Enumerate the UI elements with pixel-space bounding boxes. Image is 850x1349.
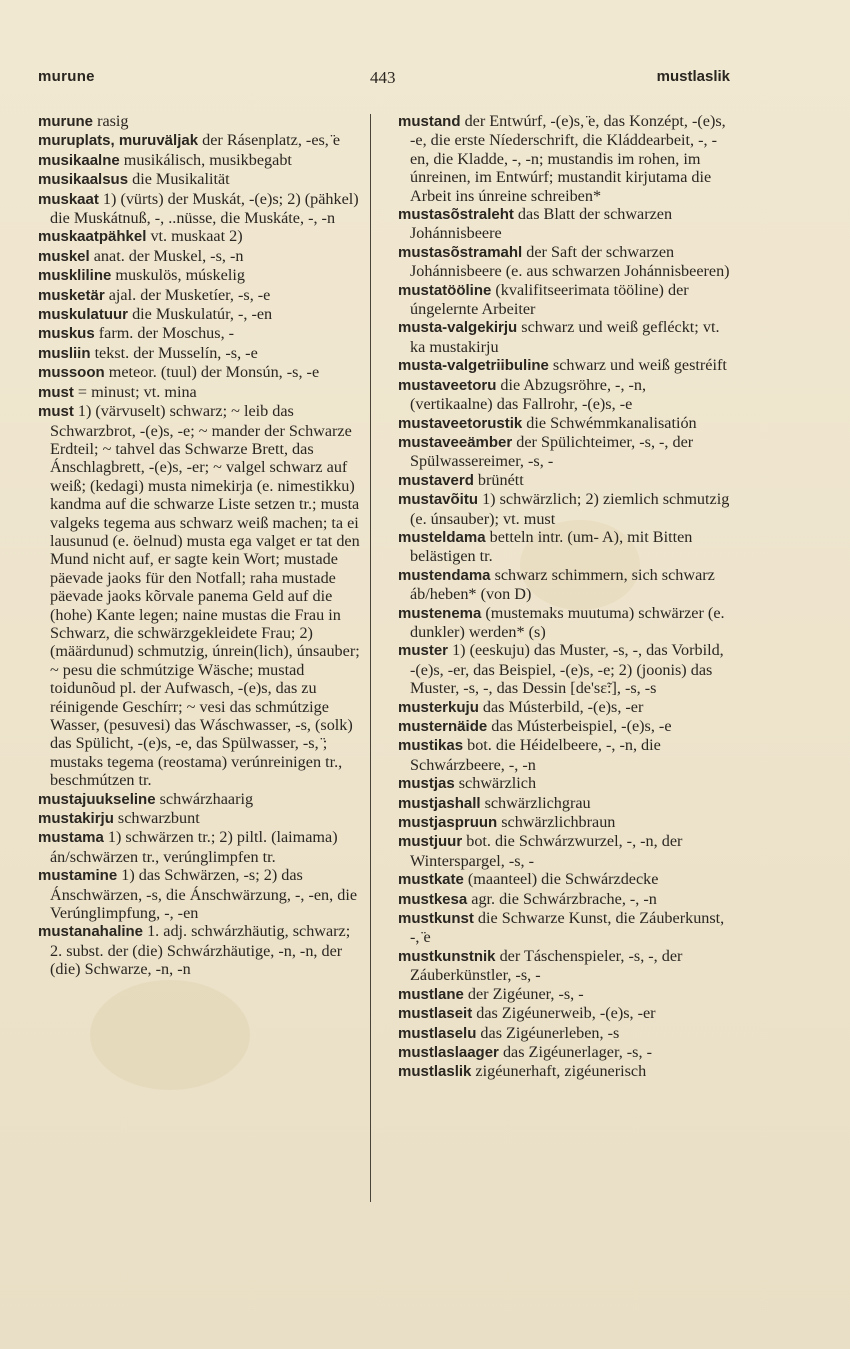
entry-headword: mustlane bbox=[398, 985, 464, 1003]
entry-headword: muskulatuur bbox=[38, 306, 129, 324]
dictionary-entry bbox=[38, 131, 364, 150]
entry-headword: muster bbox=[398, 642, 449, 660]
entry-definition: die Schwémmkanalisatión bbox=[522, 413, 697, 432]
entry-definition: das Zigéunerlager, -s, - bbox=[498, 1042, 652, 1061]
entry-definition: muskulös, múskelig bbox=[111, 266, 245, 285]
entry-headword: mustaveetoru bbox=[398, 376, 497, 394]
entry-headword: mustjuur bbox=[398, 833, 463, 851]
entry-headword: muskaat bbox=[38, 190, 99, 208]
dictionary-entry bbox=[38, 344, 364, 363]
entry-headword: musikaalsus bbox=[38, 171, 129, 189]
paper-stain bbox=[90, 980, 250, 1090]
entry-headword: mustenema bbox=[398, 604, 482, 622]
entry-definition: 1) (vürts) der Muskát, -(e)s; 2) (pähkel) die Muskátnuß, -, ..nüsse, die Muskáte, -, -n bbox=[50, 189, 359, 228]
entry-headword: musta-valgekirju bbox=[398, 319, 518, 337]
dictionary-entry bbox=[398, 281, 730, 319]
dictionary-entry bbox=[38, 305, 364, 324]
entry-definition: schwärzlichgrau bbox=[480, 793, 591, 812]
entry-headword: mustama bbox=[38, 829, 104, 847]
entry-definition: das Músterbeispiel, -(e)s, -e bbox=[487, 717, 672, 735]
entry-definition: die Schwarze Kunst, die Záuberkunst, -, ̈e bbox=[410, 909, 725, 947]
entry-definition: 1) das Schwärzen, -s; 2) das Ánschwärzen, -s, die Ánschwärzung, -, -en, die Verúnglimpfung, -, -en bbox=[50, 866, 358, 923]
dictionary-entry bbox=[398, 376, 730, 414]
guide-word-right: mustlaslik bbox=[656, 68, 730, 85]
entry-headword: mustjashall bbox=[398, 794, 481, 812]
entry-headword: muskel bbox=[38, 247, 90, 265]
dictionary-entry bbox=[398, 471, 730, 490]
dictionary-entry bbox=[38, 190, 364, 228]
left-column bbox=[38, 112, 364, 979]
entry-definition: brünétt bbox=[473, 470, 524, 489]
dictionary-entry bbox=[398, 566, 730, 604]
entry-headword: mussoon bbox=[38, 364, 105, 382]
entry-definition: schwarz und weiß gefléckt; vt. ka mustakirju bbox=[410, 318, 720, 356]
dictionary-entry bbox=[398, 414, 730, 433]
dictionary-entry bbox=[398, 433, 730, 471]
entry-headword: mustlaselu bbox=[398, 1024, 477, 1042]
dictionary-entry bbox=[398, 205, 730, 243]
dictionary-entry bbox=[398, 909, 730, 947]
entry-headword: mustjaspruun bbox=[398, 814, 498, 832]
entry-definition: schwarz schimmern, sich schwarz áb/heben* (von D) bbox=[410, 565, 715, 604]
dictionary-entry bbox=[38, 383, 364, 402]
entry-headword: mustaverd bbox=[398, 471, 474, 489]
entry-headword: mustjas bbox=[398, 775, 455, 793]
entry-headword: murune bbox=[38, 113, 94, 130]
dictionary-entry bbox=[398, 356, 730, 375]
dictionary-entry bbox=[38, 247, 364, 266]
entry-headword: musta-valgetriibuline bbox=[398, 357, 549, 375]
entry-headword: mustikas bbox=[398, 737, 464, 755]
entry-definition: musikálisch, musikbegabt bbox=[119, 150, 292, 169]
entry-headword: musteldama bbox=[398, 528, 486, 546]
entry-definition: farm. der Moschus, - bbox=[94, 324, 235, 343]
entry-definition: schwarz und weiß gestréift bbox=[548, 356, 727, 375]
entry-headword: mustamine bbox=[38, 867, 118, 885]
entry-definition: das Blatt der schwarzen Johánnisbeere bbox=[410, 205, 673, 243]
entry-definition: die Musikalität bbox=[128, 170, 230, 189]
dictionary-entry bbox=[38, 170, 364, 189]
dictionary-entry bbox=[38, 922, 364, 978]
dictionary-entry bbox=[398, 1043, 730, 1062]
entry-headword: mustendama bbox=[398, 566, 491, 584]
entry-definition: tekst. der Musselín, -s, -e bbox=[90, 343, 258, 362]
entry-definition: 1) (värvuselt) schwarz; ~ leib das Schwarzbrot, -(e)s, -e; ~ mander der Schwarze Erdteil; ~ tahvel das Schwarze Brett, das Ánschlagbrett, -(e)s, -er; ~ valgel schwarz auf weiß; (kedagi) musta nimekirja (e. nimestikku) kandma auf die schwarze Liste setzen tr.; musta valgeks tegema aus schwarz weiß machen; ta ei lausunud (e. öelnud) musta ega valget er tat den Mund nicht auf, er sagte kein Wort; mustade päevade jaoks für den Notfall; raha mustade päevade jaoks kõrvale panema Geld auf die (hohe) Kante legen; naine mustas die Frau in Schwarz, die schwärzgekleidete Frau; 2) (määrdunud) schmutzig, únrein(lich), únsauber; ~ pesu die schmútzige Wäsche; mustad toidunõud pl. der Aufwasch, -(e)s, das zu réinigende Geschírr; ~ vesi das schmútzige Wasser, (pesuvesi) das Wáschwasser, -s, (solk) das Spülicht, -(e)s, -e, das Spülwasser, -s, ̈; mustaks tegema (reostama) verúnreinigen tr., beschmútzen tr. bbox=[50, 402, 360, 790]
entry-headword: mustaveetorustik bbox=[398, 414, 523, 432]
entry-definition: das Músterbild, -(e)s, -er bbox=[478, 697, 644, 716]
entry-definition: (maanteel) die Schwárzdecke bbox=[463, 870, 659, 889]
entry-definition: zigéunerhaft, zigéunerisch bbox=[471, 1062, 647, 1081]
entry-headword: mustasõstraleht bbox=[398, 206, 514, 224]
entry-headword: mustanahaline bbox=[38, 923, 144, 941]
dictionary-entry bbox=[398, 890, 730, 909]
entry-headword: mustkesa bbox=[398, 890, 468, 908]
entry-definition: 1) schwärzlich; 2) ziemlich schmutzig (e. únsauber); vt. must bbox=[410, 490, 730, 528]
entry-definition: die Muskulatúr, -, -en bbox=[128, 305, 273, 324]
dictionary-entry bbox=[398, 947, 730, 985]
entry-headword: mustkate bbox=[398, 871, 464, 889]
entry-definition: der Zigéuner, -s, - bbox=[463, 984, 584, 1003]
entry-definition: das Zigéunerweib, -(e)s, -er bbox=[472, 1004, 656, 1023]
guide-word-left: murune bbox=[38, 68, 95, 85]
dictionary-entry bbox=[398, 318, 730, 356]
dictionary-entry bbox=[398, 243, 730, 281]
dictionary-entry bbox=[398, 1062, 730, 1081]
entry-definition: ajal. der Musketíer, -s, -e bbox=[104, 285, 271, 304]
dictionary-entry bbox=[38, 266, 364, 285]
dictionary-entry bbox=[38, 227, 364, 246]
dictionary-entry bbox=[398, 870, 730, 889]
dictionary-entry bbox=[398, 112, 730, 205]
entry-headword: mustaveeämber bbox=[398, 433, 513, 451]
entry-definition: 1. adj. schwárzhäutig, schwarz; 2. subst. der (die) Schwárzhäutige, -n, -n, der (die) Schwarze, -n, -n bbox=[50, 922, 351, 979]
dictionary-entry bbox=[38, 866, 364, 922]
dictionary-entry bbox=[38, 790, 364, 809]
dictionary-entry bbox=[398, 774, 730, 793]
entry-headword: mustakirju bbox=[38, 810, 114, 828]
entry-definition: das Zigéunerleben, -s bbox=[476, 1023, 620, 1042]
entry-headword: musterkuju bbox=[398, 698, 479, 716]
entry-headword: muskaatpähkel bbox=[38, 228, 147, 246]
entry-definition: die Abzugsröhre, -, -n, (vertikaalne) das Fallrohr, -(e)s, -e bbox=[410, 375, 647, 414]
entry-headword: musketär bbox=[38, 286, 105, 304]
dictionary-entry bbox=[398, 717, 730, 736]
entry-definition: anat. der Muskel, -s, -n bbox=[89, 246, 244, 265]
right-column bbox=[398, 112, 730, 1082]
entry-headword: musliin bbox=[38, 344, 91, 362]
entry-definition: 1) (eeskuju) das Muster, -s, -, das Vorbild, -(e)s, -er, das Beispiel, -(e)s, -e; 2) (joonis) das Muster, -s, -, das Dessin [de'sɛ̃:], -s, -s bbox=[410, 641, 724, 698]
entry-headword: musikaalne bbox=[38, 151, 120, 169]
entry-definition: schwärzlich bbox=[454, 774, 537, 793]
entry-definition: bot. die Schwárzwurzel, -, -n, der Winterspargel, -s, - bbox=[410, 832, 683, 870]
entry-headword: mustkunstnik bbox=[398, 947, 496, 965]
entry-headword: mustasõstramahl bbox=[398, 243, 523, 261]
entry-definition: schwárzhaarig bbox=[155, 789, 254, 808]
entry-definition: bot. die Héidelbeere, -, -n, die Schwárzbeere, -, -n bbox=[410, 736, 661, 774]
entry-definition: agr. die Schwárzbrache, -, -n bbox=[467, 889, 657, 908]
page-number: 443 bbox=[370, 68, 396, 87]
column-divider bbox=[370, 114, 371, 1202]
dictionary-entry bbox=[38, 286, 364, 305]
entry-headword: mustajuukseline bbox=[38, 790, 156, 808]
entry-headword: mustlaseit bbox=[398, 1005, 473, 1023]
entry-definition: (kvalifitseerimata tööline) der úngelernte Arbeiter bbox=[410, 280, 689, 319]
entry-headword: muskus bbox=[38, 325, 95, 343]
dictionary-entry bbox=[38, 809, 364, 828]
entry-headword: musternäide bbox=[398, 718, 488, 735]
entry-definition: vt. muskaat 2) bbox=[146, 227, 243, 246]
entry-definition: der Rásenplatz, -es, ̈e bbox=[198, 131, 341, 150]
entry-headword: mustlaslaager bbox=[398, 1043, 499, 1061]
entry-headword: mustkunst bbox=[398, 910, 474, 928]
entry-headword: mustand bbox=[398, 113, 461, 130]
entry-definition: 1) schwärzen tr.; 2) piltl. (laimama) án/schwärzen tr., verúnglimpfen tr. bbox=[50, 828, 338, 866]
dictionary-entry bbox=[398, 698, 730, 717]
entry-headword: must bbox=[38, 383, 74, 401]
dictionary-entry bbox=[38, 828, 364, 866]
entry-headword: mustlaslik bbox=[398, 1063, 472, 1081]
dictionary-entry bbox=[38, 324, 364, 343]
entry-headword: must bbox=[38, 403, 74, 421]
dictionary-entry bbox=[398, 528, 730, 566]
entry-definition: der Saft der schwarzen Johánnisbeere (e. aus schwarzen Johánnisbeeren) bbox=[410, 242, 730, 281]
dictionary-entry bbox=[398, 832, 730, 870]
dictionary-entry bbox=[398, 736, 730, 774]
dictionary-entry bbox=[38, 151, 364, 170]
entry-headword: muruplats, muruväljak bbox=[38, 132, 199, 150]
dictionary-entry bbox=[398, 813, 730, 832]
dictionary-entry bbox=[398, 641, 730, 697]
dictionary-entry bbox=[398, 985, 730, 1004]
entry-definition: der Entwúrf, -(e)s, ̈e, das Konzépt, -(e)s, -e, die erste Níederschrift, die Kláddearbeit, -, -en, die Kladde, -, -n; mustandis im rohen, im únreinen, im Entwúrf; mustandit kirjutama die Arbeit ins únreine schreiben* bbox=[410, 112, 726, 205]
entry-definition: schwärzlichbraun bbox=[497, 813, 616, 832]
entry-definition: der Táschenspieler, -s, -, der Záuberkünstler, -s, - bbox=[410, 946, 683, 985]
entry-headword: mustavõitu bbox=[398, 491, 479, 509]
dictionary-entry bbox=[398, 1004, 730, 1023]
entry-definition: betteln intr. (um- A), mit Bitten belästigen tr. bbox=[410, 527, 693, 566]
entry-definition: = minust; vt. mina bbox=[73, 382, 197, 401]
dictionary-entry bbox=[38, 112, 364, 131]
entry-definition: (mustemaks muutuma) schwärzer (e. dunkler) werden* (s) bbox=[410, 603, 725, 641]
entry-definition: meteor. (tuul) der Monsún, -s, -e bbox=[104, 363, 320, 382]
dictionary-entry bbox=[38, 402, 364, 790]
entry-headword: muskliline bbox=[38, 267, 112, 285]
dictionary-entry bbox=[398, 490, 730, 528]
dictionary-entry bbox=[38, 363, 364, 382]
entry-definition: rasig bbox=[93, 112, 129, 130]
dictionary-entry bbox=[398, 604, 730, 642]
entry-definition: der Spülichteimer, -s, -, der Spülwassereimer, -s, - bbox=[410, 432, 694, 471]
dictionary-entry bbox=[398, 794, 730, 813]
entry-definition: schwarzbunt bbox=[113, 809, 200, 828]
entry-headword: mustatööline bbox=[398, 281, 492, 299]
dictionary-entry bbox=[398, 1024, 730, 1043]
